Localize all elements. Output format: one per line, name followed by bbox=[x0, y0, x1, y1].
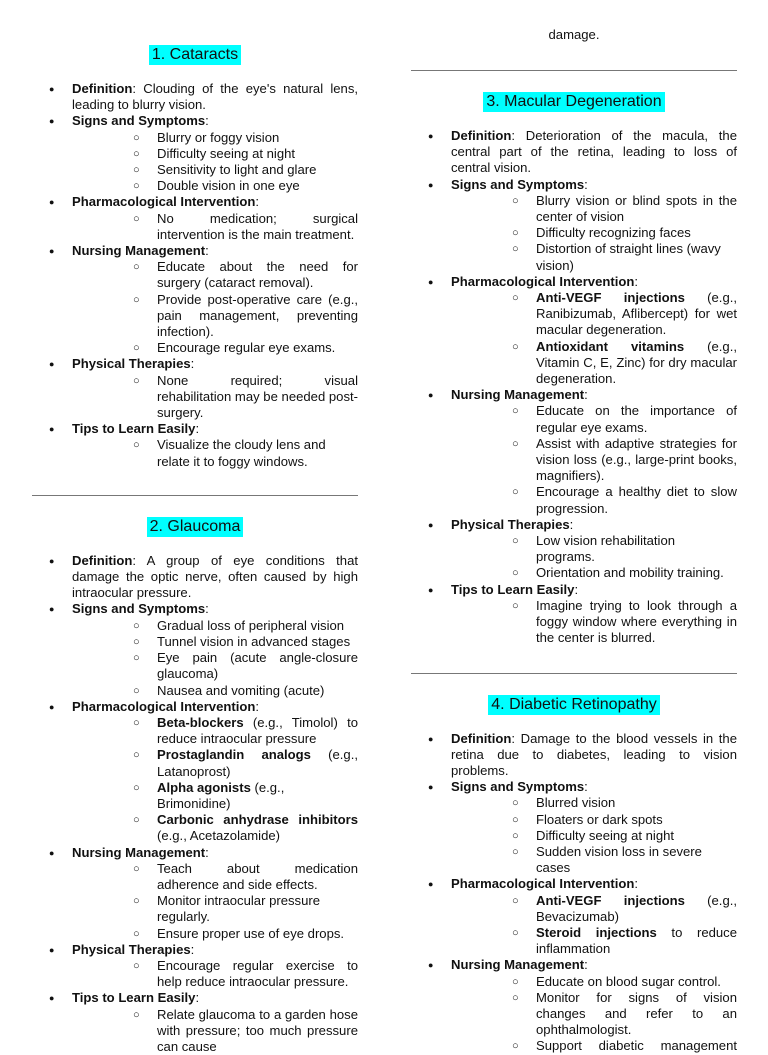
sub-item: ○ Anti-VEGF injections (e.g., Bevacizumab) bbox=[451, 893, 737, 925]
cataracts-list bbox=[32, 81, 358, 470]
sub-item: ○ Provide post-operative care (e.g., pain management, preventing infection). bbox=[72, 292, 358, 341]
sub-item: ○ Educate on blood sugar control. bbox=[451, 974, 737, 990]
tips-item: ● Tips to Learn Easily: ○ Relate glaucoma to a garden hose with pressure; too much pressure can cause bbox=[32, 990, 358, 1055]
sub-item: ○ Imagine trying to look through a foggy window where everything in the center is blurred. bbox=[451, 598, 737, 647]
signs-item: ● Signs and Symptoms: ○ Blurry vision or blind spots in the center of vision ○ Difficulty recognizing faces ○ Distortion of straight lines (wavy vision) bbox=[411, 177, 737, 274]
glaucoma-list bbox=[32, 553, 358, 1055]
tips-item: ● Tips to Learn Easily: ○ Visualize the cloudy lens and relate it to foggy windows. bbox=[32, 421, 358, 470]
definition-item: ● Definition: Clouding of the eye's natural lens, leading to blurry vision. bbox=[32, 81, 358, 113]
sub-item: ○ Beta-blockers (e.g., Timolol) to reduce intraocular pressure bbox=[72, 715, 358, 747]
sub-item: ○ Gradual loss of peripheral vision bbox=[72, 618, 358, 634]
sub-item: ○ Blurry vision or blind spots in the center of vision bbox=[451, 193, 737, 225]
sub-item: ○ Prostaglandin analogs (e.g., Latanoprost) bbox=[72, 747, 358, 779]
sub-item: ○ Floaters or dark spots bbox=[451, 812, 737, 828]
pharm-item: ● Pharmacological Intervention: ○ Beta-blockers (e.g., Timolol) to reduce intraocular pressure ○ Prostaglandin analogs (e.g., Latanoprost) ○ Alpha agonists (e.g., Brimonidine) ○ Carbonic anhydrase inhibitors (e.g., Acetazolamide) bbox=[32, 699, 358, 845]
sub-item: ○ Orientation and mobility training. bbox=[451, 565, 737, 581]
sub-item: ○ No medication; surgical intervention is the main treatment. bbox=[72, 211, 358, 243]
diabetic-retinopathy-list bbox=[411, 731, 737, 1055]
sub-item: ○ Steroid injections to reduce inflammation bbox=[451, 925, 737, 957]
sub-item: ○ Double vision in one eye bbox=[72, 178, 358, 194]
sub-item: ○ Educate about the need for surgery (cataract removal). bbox=[72, 259, 358, 291]
sub-item: ○ Relate glaucoma to a garden hose with pressure; too much pressure can cause bbox=[72, 1007, 358, 1055]
sub-item: ○ Tunnel vision in advanced stages bbox=[72, 634, 358, 650]
physical-item: ● Physical Therapies: ○ Low vision rehabilitation programs. ○ Orientation and mobility training. bbox=[411, 517, 737, 582]
sub-item: ○ Low vision rehabilitation programs. bbox=[451, 533, 737, 565]
right-column bbox=[411, 0, 737, 1055]
signs-item: ● Signs and Symptoms: ○ Gradual loss of peripheral vision ○ Tunnel vision in advanced stages ○ Eye pain (acute angle-closure glaucoma) ○ Nausea and vomiting (acute) bbox=[32, 601, 358, 698]
sub-item: ○ Ensure proper use of eye drops. bbox=[72, 926, 358, 942]
sub-item: ○ Teach about medication adherence and side effects. bbox=[72, 861, 358, 893]
sub-item: ○ Anti-VEGF injections (e.g., Ranibizumab, Aflibercept) for wet macular degeneration. bbox=[451, 290, 737, 339]
sub-item: ○ Distortion of straight lines (wavy vision) bbox=[451, 241, 737, 273]
section-title: 1. Cataracts bbox=[149, 45, 241, 65]
section-heading-diabetic-retinopathy bbox=[411, 694, 737, 716]
sub-item: ○ Alpha agonists (e.g., Brimonidine) bbox=[72, 780, 358, 812]
section-title: 4. Diabetic Retinopathy bbox=[488, 695, 659, 715]
pharm-item: ● Pharmacological Intervention: ○ Anti-VEGF injections (e.g., Bevacizumab) ○ Steroid injections to reduce inflammation bbox=[411, 876, 737, 957]
sub-item: ○ Encourage regular exercise to help reduce intraocular pressure. bbox=[72, 958, 358, 990]
section-heading-glaucoma bbox=[32, 516, 358, 538]
physical-item: ● Physical Therapies: ○ None required; visual rehabilitation may be needed post-surgery. bbox=[32, 356, 358, 421]
physical-item: ● Physical Therapies: ○ Encourage regular exercise to help reduce intraocular pressure. bbox=[32, 942, 358, 991]
definition-item: ● Definition: Deterioration of the macula, the central part of the retina, leading to loss of central vision. bbox=[411, 128, 737, 177]
definition-item: ● Definition: A group of eye conditions that damage the optic nerve, often caused by high intraocular pressure. bbox=[32, 553, 358, 602]
sub-item: ○ None required; visual rehabilitation may be needed post-surgery. bbox=[72, 373, 358, 422]
signs-item: ● Signs and Symptoms: ○ Blurry or foggy vision ○ Difficulty seeing at night ○ Sensitivity to light and glare ○ Double vision in one eye bbox=[32, 113, 358, 194]
sub-item: ○ Blurred vision bbox=[451, 795, 737, 811]
sub-item: ○ Sensitivity to light and glare bbox=[72, 162, 358, 178]
sub-item: ○ Difficulty seeing at night bbox=[72, 146, 358, 162]
left-column bbox=[32, 0, 358, 1055]
sub-item: ○ Difficulty seeing at night bbox=[451, 828, 737, 844]
section-heading-macular-degeneration bbox=[411, 91, 737, 113]
section-divider bbox=[411, 673, 737, 674]
sub-item: ○ Nausea and vomiting (acute) bbox=[72, 683, 358, 699]
section-divider bbox=[411, 70, 737, 71]
sub-item: ○ Support diabetic management bbox=[451, 1038, 737, 1054]
nursing-item: ● Nursing Management: ○ Teach about medication adherence and side effects. ○ Monitor intraocular pressure regularly. ○ Ensure proper use of eye drops. bbox=[32, 845, 358, 942]
pharm-item: ● Pharmacological Intervention: ○ Anti-VEGF injections (e.g., Ranibizumab, Aflibercept) for wet macular degeneration. ○ Antioxidant vitamins (e.g., Vitamin C, E, Zinc) for dry macular degeneration. bbox=[411, 274, 737, 387]
sub-item: ○ Carbonic anhydrase inhibitors (e.g., Acetazolamide) bbox=[72, 812, 358, 844]
sub-item: ○ Visualize the cloudy lens and relate it to foggy windows. bbox=[72, 437, 358, 469]
sub-item: ○ Difficulty recognizing faces bbox=[451, 225, 737, 241]
sub-item: ○ Encourage regular eye exams. bbox=[72, 340, 358, 356]
section-title: 2. Glaucoma bbox=[147, 517, 244, 537]
sub-item: ○ Encourage a healthy diet to slow progression. bbox=[451, 484, 737, 516]
sub-item: ○ Assist with adaptive strategies for vision loss (e.g., large-print books, magnifiers). bbox=[451, 436, 737, 485]
pharm-item: ● Pharmacological Intervention: ○ No medication; surgical intervention is the main treatment. bbox=[32, 194, 358, 243]
sub-item: ○ Blurry or foggy vision bbox=[72, 130, 358, 146]
definition-item: ● Definition: Damage to the blood vessels in the retina due to diabetes, leading to vision problems. bbox=[411, 731, 737, 780]
section-divider bbox=[32, 495, 358, 496]
nursing-item: ● Nursing Management: ○ Educate about the need for surgery (cataract removal). ○ Provide post-operative care (e.g., pain management, preventing infection). ○ Encourage regular eye exams. bbox=[32, 243, 358, 356]
macular-degeneration-list bbox=[411, 128, 737, 647]
sub-item: ○ Antioxidant vitamins (e.g., Vitamin C, E, Zinc) for dry macular degeneration. bbox=[451, 339, 737, 388]
sub-item: ○ Monitor intraocular pressure regularly. bbox=[72, 893, 358, 925]
section-heading-cataracts bbox=[32, 44, 358, 66]
sub-item: ○ Educate on the importance of regular eye exams. bbox=[451, 403, 737, 435]
section-title: 3. Macular Degeneration bbox=[483, 92, 664, 112]
signs-item: ● Signs and Symptoms: ○ Blurred vision ○ Floaters or dark spots ○ Difficulty seeing at night ○ Sudden vision loss in severe cases bbox=[411, 779, 737, 876]
sub-item: ○ Monitor for signs of vision changes and refer to an ophthalmologist. bbox=[451, 990, 737, 1039]
tips-item: ● Tips to Learn Easily: ○ Imagine trying to look through a foggy window where everything in the center is blurred. bbox=[411, 582, 737, 647]
nursing-item: ● Nursing Management: ○ Educate on the importance of regular eye exams. ○ Assist with adaptive strategies for vision loss (e.g., large-print books, magnifiers). ○ Encourage a healthy diet to slow progression. bbox=[411, 387, 737, 517]
continued-text: damage. bbox=[548, 27, 600, 42]
nursing-item: ● Nursing Management: ○ Educate on blood sugar control. ○ Monitor for signs of vision changes and refer to an ophthalmologist. ○ Support diabetic management bbox=[411, 957, 737, 1054]
sub-item: ○ Eye pain (acute angle-closure glaucoma) bbox=[72, 650, 358, 682]
sub-item: ○ Sudden vision loss in severe cases bbox=[451, 844, 737, 876]
